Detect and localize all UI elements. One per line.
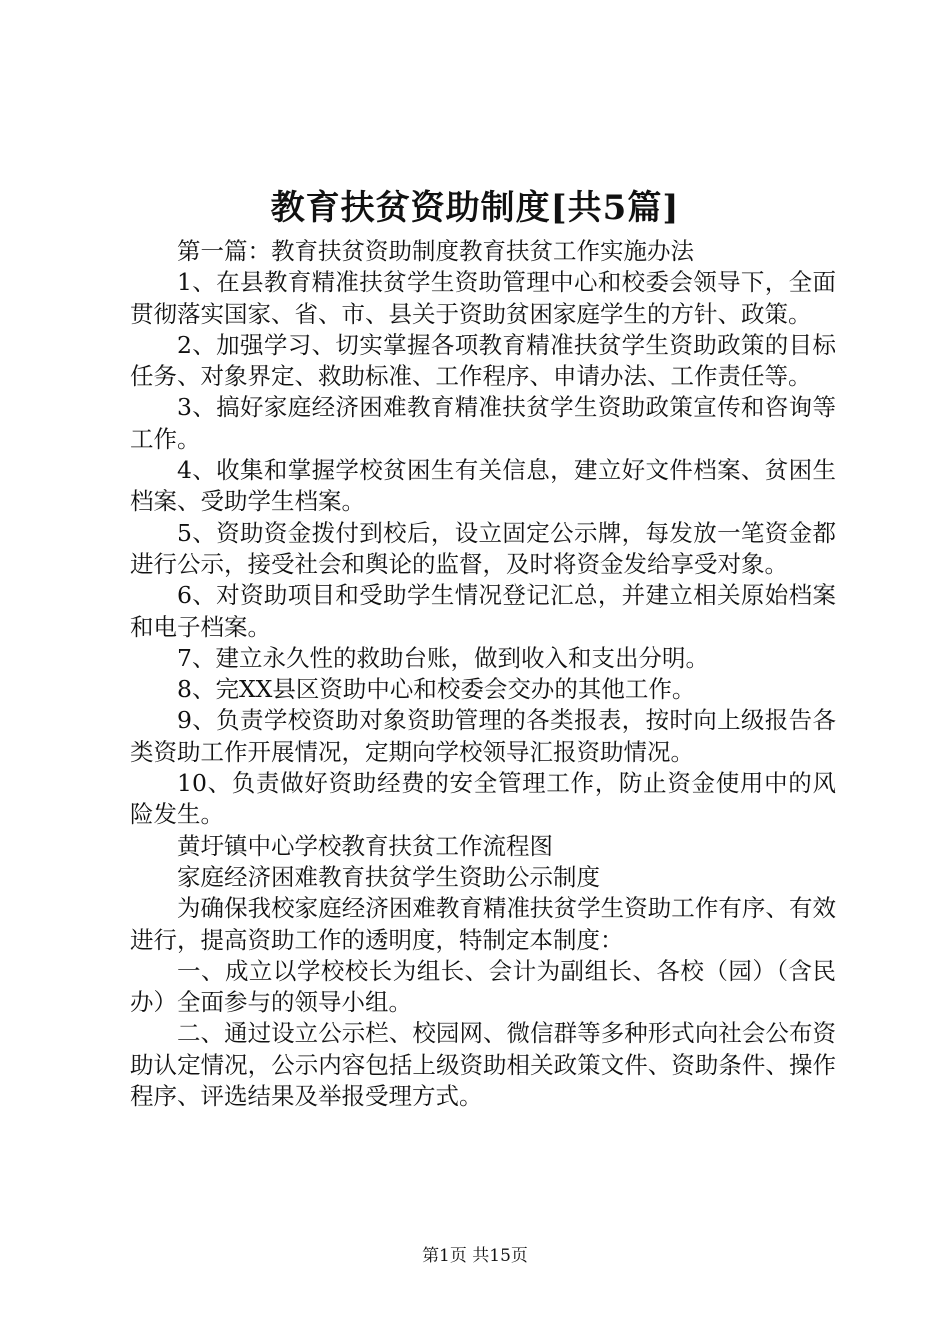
paragraph: 二、通过设立公示栏、校园网、微信群等多种形式向社会公布资助认定情况，公示内容包括上级资助相关政策文件、资助条件、操作程序、评选结果及举报受理方式。 [130,1019,836,1111]
paragraph: 10、负责做好资助经费的安全管理工作，防止资金使用中的风险发生。 [130,769,836,829]
paragraph: 2、加强学习、切实掌握各项教育精准扶贫学生资助政策的目标任务、对象界定、救助标准、工作程序、申请办法、工作责任等。 [130,330,836,391]
paragraph: 1、在县教育精准扶贫学生资助管理中心和校委会领导下，全面贯彻落实国家、省、市、县关于资助贫困家庭学生的方针、政策。 [130,268,836,328]
paragraph: 8、完XX县区资助中心和校委会交办的其他工作。 [177,675,696,704]
paragraph-subheading: 家庭经济困难教育扶贫学生资助公示制度 [177,862,600,891]
paragraph: 为确保我校家庭经济困难教育精准扶贫学生资助工作有序、有效进行，提高资助工作的透明度，特制定本制度： [130,894,836,954]
paragraph: 5、资助资金拨付到校后，设立固定公示牌，每发放一笔资金都进行公示，接受社会和舆论的监督，及时将资金发给享受对象。 [130,518,836,578]
paragraph: 7、建立永久性的救助台账，做到收入和支出分明。 [177,643,709,672]
document-body [130,236,836,1112]
document-title: 教育扶贫资助制度[共5篇] [270,188,680,228]
paragraph: 4、收集和掌握学校贫困生有关信息，建立好文件档案、贫困生档案、受助学生档案。 [130,456,836,516]
paragraph: 9、负责学校资助对象资助管理的各类报表，按时向上级报告各类资助工作开展情况，定期向学校领导汇报资助情况。 [130,706,836,766]
paragraph: 一、成立以学校校长为组长、会计为副组长、各校（园）（含民办）全面参与的领导小组。 [130,956,836,1017]
paragraph: 3、搞好家庭经济困难教育精准扶贫学生资助政策宣传和咨询等工作。 [130,393,836,453]
paragraph: 6、对资助项目和受助学生情况登记汇总，并建立相关原始档案和电子档案。 [130,581,836,641]
paragraph-section-heading: 第一篇：教育扶贫资助制度教育扶贫工作实施办法 [177,237,694,265]
paragraph-subheading: 黄圩镇中心学校教育扶贫工作流程图 [177,831,553,860]
page-number-footer: 第1页 共15页 [422,1246,528,1266]
